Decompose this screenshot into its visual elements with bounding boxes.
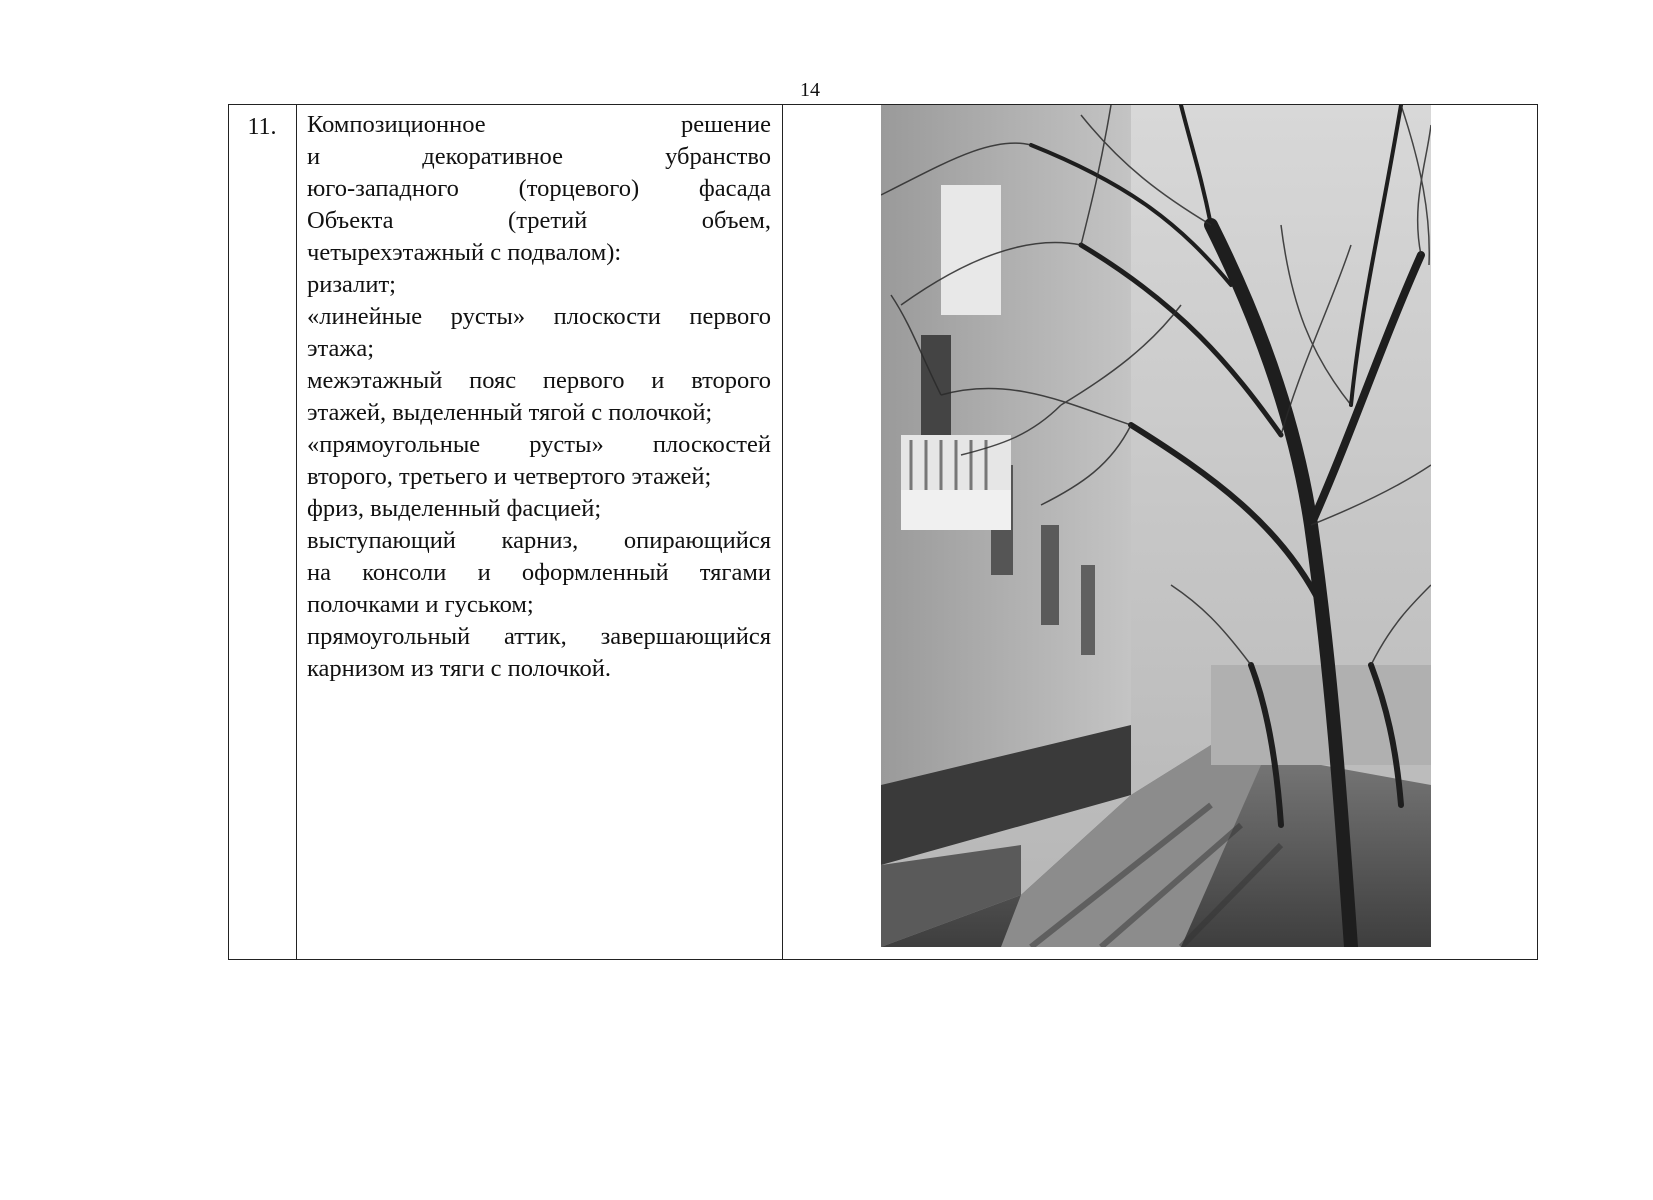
description-word: первого — [542, 367, 625, 394]
description-line — [307, 461, 771, 493]
building-facade-photo — [881, 105, 1431, 947]
description-word: и — [307, 143, 321, 170]
description-word: оформленный — [521, 559, 669, 586]
description-line — [307, 621, 771, 653]
description-word: выступающий — [307, 527, 456, 554]
description-word: этажа; — [307, 335, 375, 362]
description-line — [307, 493, 771, 525]
description-word: плоскости — [553, 303, 661, 330]
description-word: ризалит; — [307, 271, 396, 298]
description-cell — [297, 105, 783, 959]
description-line — [307, 429, 771, 461]
description-line — [307, 269, 771, 301]
description-word: (торцевого) — [518, 175, 640, 202]
description-word: решение — [681, 111, 771, 138]
description-word: «линейные — [307, 303, 423, 330]
description-word: аттик, — [503, 623, 567, 650]
description-word: четырехэтажный с подвалом): — [307, 239, 622, 266]
description-word: пояс — [469, 367, 517, 394]
description-line — [307, 557, 771, 589]
description-line — [307, 205, 771, 237]
description-word: и — [477, 559, 491, 586]
description-word: «прямоугольные — [307, 431, 481, 458]
object-description-table — [228, 104, 1538, 960]
description-word: первого — [689, 303, 771, 330]
photo-cell — [783, 105, 1537, 959]
description-line — [307, 397, 771, 429]
description-word: полочками и гуськом; — [307, 591, 534, 618]
description-word: карнизом из тяги с полочкой. — [307, 655, 612, 682]
description-word: убранство — [665, 143, 771, 170]
description-line — [307, 173, 771, 205]
description-line — [307, 301, 771, 333]
description-word: объем, — [701, 207, 771, 234]
description-word: второго, третьего и четвертого этажей; — [307, 463, 712, 490]
page-number: 14 — [800, 79, 820, 101]
photo-illustration — [881, 105, 1431, 947]
description-line — [307, 589, 771, 621]
description-word: плоскостей — [652, 431, 771, 458]
description-word: фасада — [698, 175, 771, 202]
description-line — [307, 237, 771, 269]
row-number: 11. — [247, 114, 277, 140]
description-word: опирающийся — [623, 527, 771, 554]
description-word: и — [651, 367, 665, 394]
description-word: завершающийся — [600, 623, 771, 650]
description-line — [307, 141, 771, 173]
description-line — [307, 333, 771, 365]
description-word: фриз, выделенный фасцией; — [307, 495, 602, 522]
description-text — [307, 109, 771, 685]
description-word: русты» — [529, 431, 604, 458]
description-word: Композиционное — [307, 111, 486, 138]
description-word: второго — [691, 367, 771, 394]
description-word: консоли — [362, 559, 447, 586]
description-line — [307, 525, 771, 557]
description-word: декоративное — [422, 143, 563, 170]
description-word: юго-западного — [307, 175, 459, 202]
description-word: (третий — [508, 207, 588, 234]
description-word: русты» — [450, 303, 526, 330]
row-number-cell — [229, 105, 297, 959]
description-word: на — [307, 559, 331, 586]
description-word: тягами — [699, 559, 771, 586]
description-word: прямоугольный — [307, 623, 471, 650]
description-line — [307, 653, 771, 685]
description-word: Объекта — [307, 207, 394, 234]
description-word: межэтажный — [307, 367, 443, 394]
description-line — [307, 365, 771, 397]
description-word: этажей, выделенный тягой с полочкой; — [307, 399, 713, 426]
description-word: карниз, — [501, 527, 579, 554]
description-line — [307, 109, 771, 141]
